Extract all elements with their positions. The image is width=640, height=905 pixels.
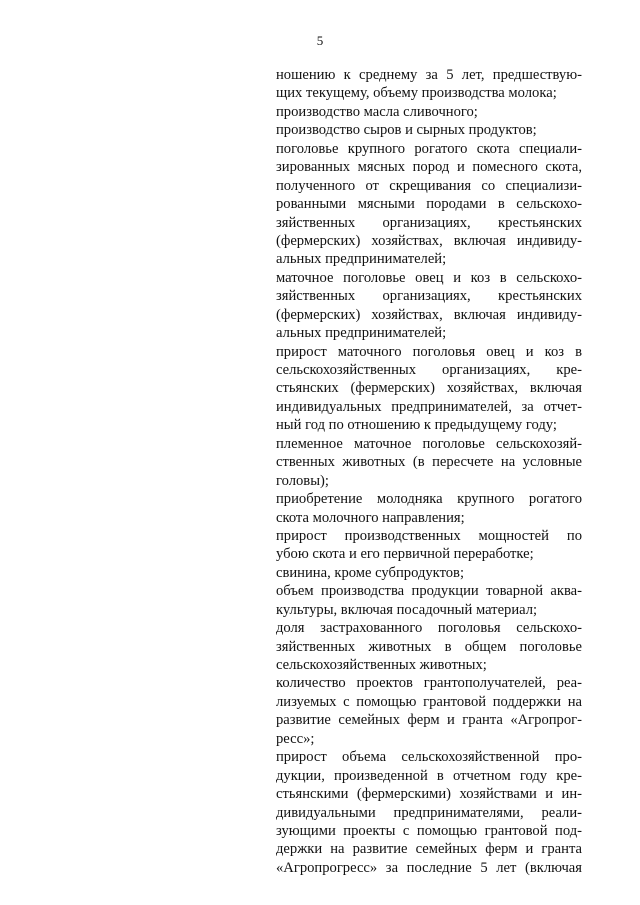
- text-line: (фермерских) хозяйствах, включая индивиду-: [276, 306, 582, 323]
- text-line: скота молочного направления;: [276, 509, 465, 526]
- text-line: головы);: [276, 472, 329, 489]
- text-line: стьянских (фермерских) хозяйствах, включая: [276, 380, 582, 397]
- text-line: прирост маточного поголовья овец и коз в: [276, 343, 582, 360]
- text-line: дивидуальными предпринимателями, реали-: [276, 804, 582, 821]
- text-line: зированных мясных пород и помесного скота,: [276, 159, 582, 176]
- document-body: [276, 66, 582, 877]
- text-line: держки на развитие семейных ферм и гранта: [276, 841, 582, 858]
- text-line: поголовье крупного рогатого скота специали-: [276, 140, 582, 157]
- text-line: ственных животных (в пересчете на условные: [276, 454, 582, 471]
- text-line: зяйственных организациях, крестьянских: [276, 214, 582, 231]
- text-line: альных предпринимателей;: [276, 325, 447, 342]
- text-line: свинина, кроме субпродуктов;: [276, 564, 464, 581]
- text-line: приобретение молодняка крупного рогатого: [276, 491, 582, 508]
- text-line: зяйственных организациях, крестьянских: [276, 288, 582, 305]
- text-line: стьянскими (фермерскими) хозяйствами и ин-: [276, 786, 582, 803]
- text-line: доля застрахованного поголовья сельскохо-: [276, 620, 582, 637]
- text-line: убою скота и его первичной переработке;: [276, 546, 534, 563]
- text-line: маточное поголовье овец и коз в сельскохо-: [276, 269, 582, 286]
- text-line: племенное маточное поголовье сельскохозяй-: [276, 435, 582, 452]
- text-line: полученного от скрещивания со специализи-: [276, 177, 582, 194]
- text-line: индивидуальных предпринимателей, за отчет-: [276, 398, 582, 415]
- text-line: «Агропрогресс» за последние 5 лет (включая: [276, 859, 582, 876]
- text-line: зующими проекты с помощью грантовой под-: [276, 822, 582, 839]
- text-line: сельскохозяйственных организациях, кре-: [276, 362, 582, 378]
- text-line: прирост производственных мощностей по: [276, 527, 582, 544]
- text-line: щих текущему, объему производства молока;: [276, 85, 557, 102]
- text-line: рованными мясными породами в сельскохо-: [276, 196, 582, 213]
- text-line: количество проектов грантополучателей, реа-: [276, 675, 582, 692]
- text-line: ношению к среднему за 5 лет, предшествую-: [276, 67, 582, 83]
- text-line: сельскохозяйственных животных;: [276, 657, 487, 673]
- text-line: развитие семейных ферм и гранта «Агропрог-: [276, 712, 582, 729]
- text-line: производство масла сливочного;: [276, 103, 478, 120]
- text-line: объем производства продукции товарной аква-: [276, 583, 582, 600]
- text-line: лизуемых с помощью грантовой поддержки на: [276, 693, 582, 710]
- text-line: зяйственных животных в общем поголовье: [276, 638, 582, 655]
- text-line: (фермерских) хозяйствах, включая индивиду-: [276, 232, 582, 249]
- page-number: 5: [316, 33, 324, 48]
- text-line: производство сыров и сырных продуктов;: [276, 122, 537, 139]
- text-line: альных предпринимателей;: [276, 251, 447, 268]
- text-line: культуры, включая посадочный материал;: [276, 601, 538, 618]
- text-line: ресс»;: [276, 730, 315, 747]
- text-line: прирост объема сельскохозяйственной про-: [276, 749, 582, 766]
- text-line: дукции, произведенной в отчетном году кре-: [276, 767, 582, 784]
- text-line: ный год по отношению к предыдущему году;: [276, 417, 557, 434]
